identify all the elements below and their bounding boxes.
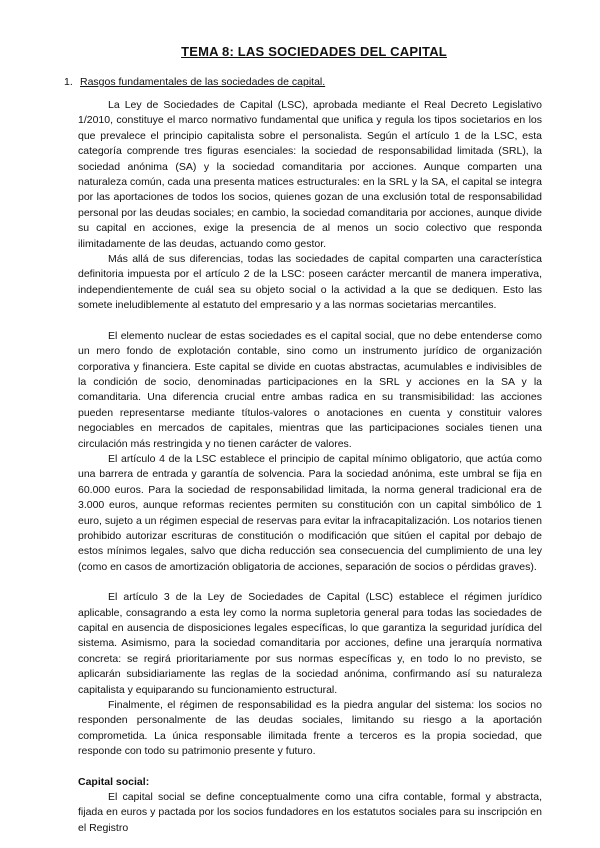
section-heading <box>64 75 542 89</box>
paragraph-spacer <box>78 575 542 590</box>
paragraph: El elemento nuclear de estas sociedades es el capital social, que no debe entenderse como un mero fondo de explotación contable, sino como un instrumento jurídico de organización corporativa y financiera. Este capital se divide en cuotas abstractas, acumulables e indivisibles de la condición de socio, denominadas participaciones en la SRL y acciones en la SA y la comanditaria. Una diferencia crucial entre ambas radica en su transmisibilidad: las acciones pueden representarse mediante títulos-valores o anotaciones en cuenta y constituir valores negociables en mercados de capitales, mientras que las participaciones sociales tienen una circulación más restringida y no tienen carácter de valores. <box>78 329 542 450</box>
paragraph: El artículo 4 de la LSC establece el principio de capital mínimo obligatorio, que actúa como una barrera de entrada y garantía de solvencia. Para la sociedad anónima, este umbral se fija en 60.000 euros. Para la sociedad de responsabilidad limitada, la norma general tradicional era de 3.000 euros, aunque reformas recientes permiten su constitución con un capital simbólico de 1 euro, sujeto a un régimen especial de reservas para evitar la infracapitalización. Los notarios tienen prohibido autorizar escrituras de constitución o modificación que sitúen el capital por debajo de estos mínimos legales, salvo que dicha reducción sea consecuencia del cumplimiento de una ley (como en casos de amortización obligatoria de acciones, separación de socios o pérdidas graves). <box>78 452 542 573</box>
paragraph: Más allá de sus diferencias, todas las sociedades de capital comparten una característica definitoria impuesta por el artículo 2 de la LSC: poseen carácter mercantil de manera imperativa, independientemente de cuál sea su objeto social o la actividad a la que se dediquen. Esto las somete ineludiblemente al estatuto del empresario y a las normas societarias mercantiles. <box>78 253 542 312</box>
section-number: 1. <box>64 76 73 88</box>
paragraph: La Ley de Sociedades de Capital (LSC), aprobada mediante el Real Decreto Legislativo 1/2010, constituye el marco normativo fundamental que unifica y regula los tipos societarios en los que prevalece el principio capitalista sobre el personalista. Según el artículo 1 de la LSC, esta categoría comprende tres figuras esenciales: la sociedad de responsabilidad limitada (SRL), la sociedad anónima (SA) y la sociedad comanditaria por acciones. Aunque comparten una naturaleza común, cada una presenta matices estructurales: en la SRL y la SA, el capital se integra por las aportaciones de todos los socios, quienes gozan de una exclusión total de responsabilidad personal por las deudas sociales; en cambio, la sociedad comanditaria por acciones, aunque divide su capital en acciones, exige la presencia de al menos un socio colectivo que responda ilimitadamente de las deudas, actuando como gestor. <box>78 99 542 250</box>
paragraph-spacer <box>78 760 542 775</box>
paragraph: El capital social se define conceptualmente como una cifra contable, formal y abstracta, fijada en euros y pactada por los socios fundadores en los estatutos sociales para su inscripción en el Registro <box>78 791 542 834</box>
paragraph: El artículo 3 de la Ley de Sociedades de Capital (LSC) establece el régimen jurídico aplicable, consagrando a esta ley como la norma supletoria general para todas las sociedades de capital en ausencia de disposiciones legales específicas, lo que garantiza la seguridad jurídica del sistema. Asimismo, para la sociedad comanditaria por acciones, define una jerarquía normativa concreta: se regirá prioritariamente por sus normas específicas y, en todo lo no previsto, se aplicarán subsidiariamente las reglas de la sociedad anónima, confirmando así su naturaleza capitalista y equiparando su funcionamiento estructural. <box>78 591 542 696</box>
section-label: Rasgos fundamentales de las sociedades de capital. <box>80 76 326 88</box>
paragraph-spacer <box>78 314 542 329</box>
paragraph: Finalmente, el régimen de responsabilidad es la piedra angular del sistema: los socios no responden personalmente de las deudas sociales, limitando su riesgo a la aportación comprometida. La única responsable ilimitada frente a terceros es la propia sociedad, que responde con todo su patrimonio presente y futuro. <box>78 699 542 758</box>
page-title: TEMA 8: LAS SOCIEDADES DEL CAPITAL <box>181 44 447 59</box>
subheading-capital-social: Capital social: <box>78 775 150 788</box>
